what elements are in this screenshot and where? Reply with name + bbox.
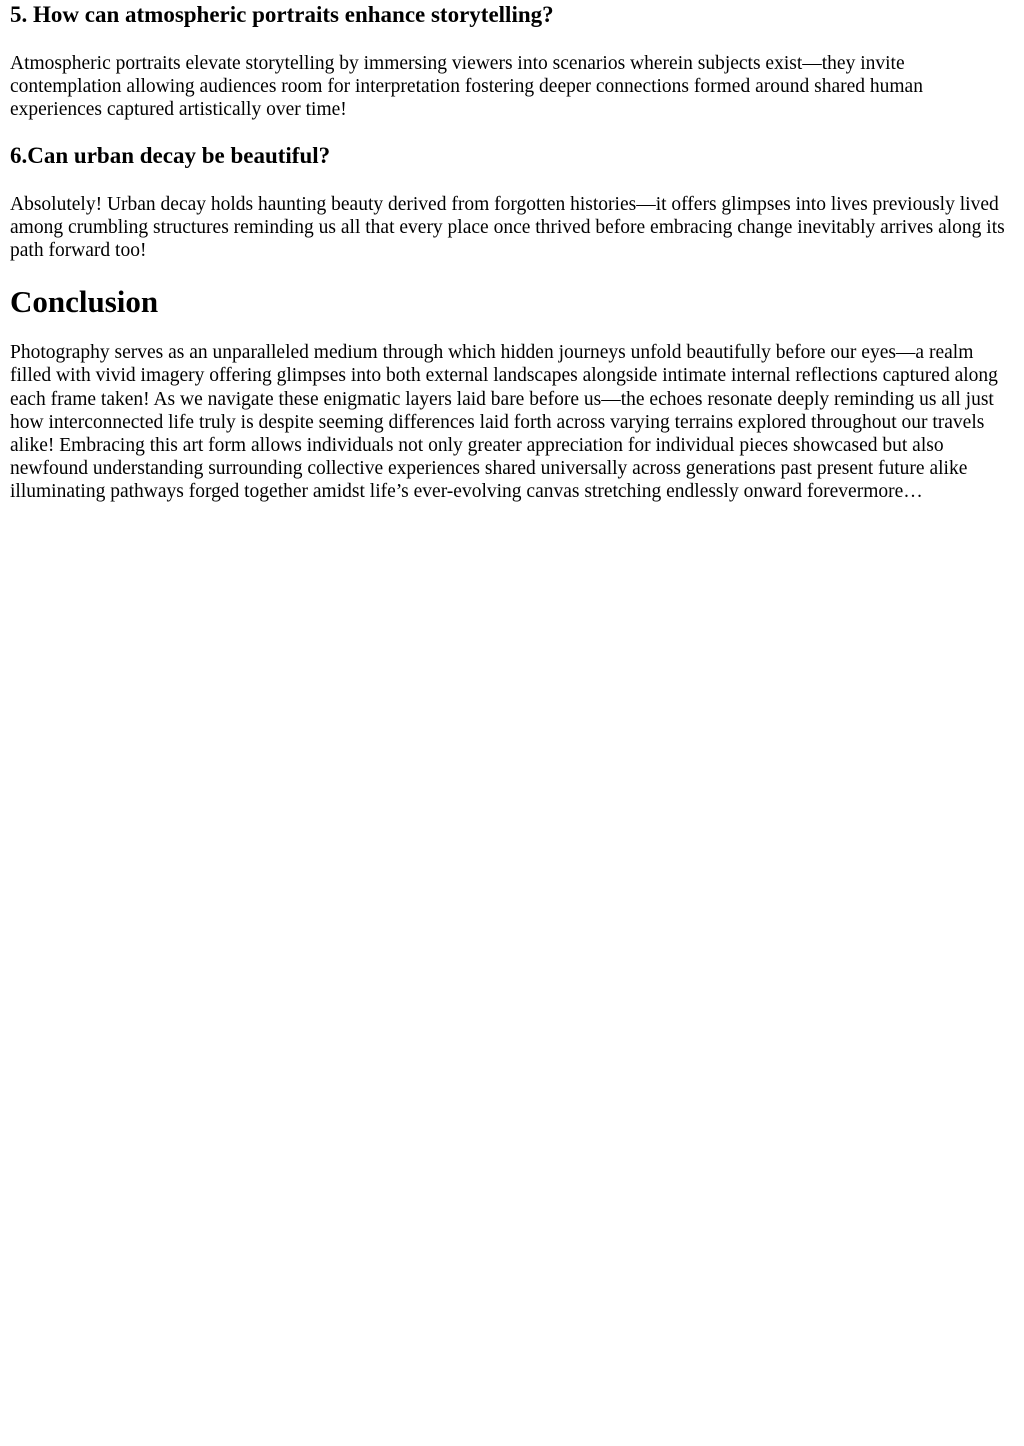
conclusion-heading: Conclusion	[10, 284, 159, 320]
faq-question-6-heading: 6.Can urban decay be beautiful?	[10, 142, 331, 168]
faq-answer-6: Absolutely! Urban decay holds haunting beauty derived from forgotten histories—it offers glimpses into lives previously lived among crumbling structures reminding us all that every place once thrived before embracing change inevitably arrives along its path forward too!	[10, 193, 1005, 262]
faq-question-5-heading: 5. How can atmospheric portraits enhance storytelling?	[10, 2, 554, 27]
faq-answer-5: Atmospheric portraits elevate storytelling by immersing viewers into scenarios wherein subjects exist—they invite contemplation allowing audiences room for interpretation fostering deeper connections formed around shared human experiences captured artistically over time!	[10, 53, 923, 121]
conclusion-paragraph: Photography serves as an unparalleled medium through which hidden journeys unfold beautifully before our eyes—a realm filled with vivid imagery offering glimpses into both external landscapes alongside intimate internal reflections captured along each frame taken! As we navigate these enigmatic layers laid bare before us—the echoes resonate deeply reminding us all just how interconnected life truly is despite seeming differences laid forth across varying terrains explored throughout our travels alike! Embracing this art form allows individuals not only greater appreciation for individual pieces showcased but also newfound understanding surrounding collective experiences shared universally across generations past present future alike illuminating pathways forged together amidst life’s ever-evolving canvas stretching endlessly onward forevermore…	[10, 342, 998, 503]
